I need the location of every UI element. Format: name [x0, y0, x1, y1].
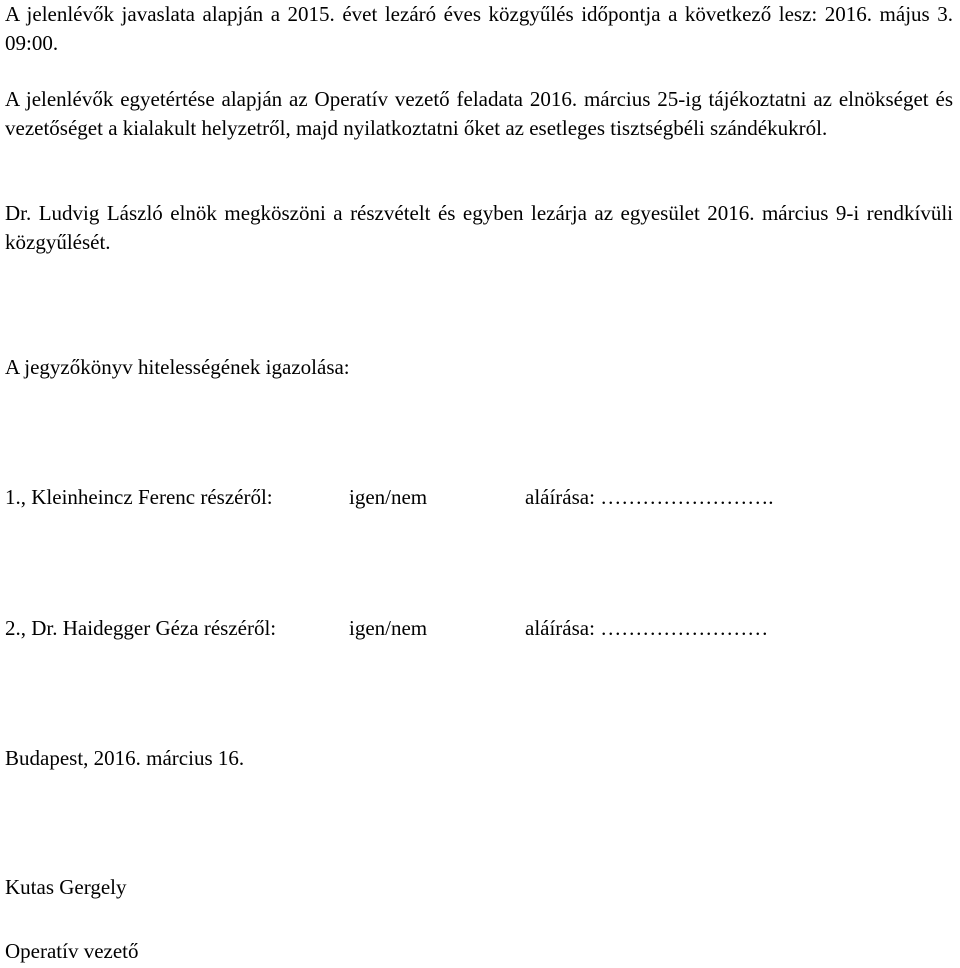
- signature-line: aláírása: ……………………: [525, 616, 769, 640]
- signatory-row-1: [5, 483, 953, 512]
- paragraph-next-meeting: A jelenlévők javaslata alapján a 2015. évet lezáró éves közgyűlés időpontja a következő lesz: 2016. május 3. 09:00.: [5, 2, 953, 55]
- paragraph-closing: Dr. Ludvig László elnök megköszöni a részvételt és egyben lezárja az egyesület 2016. március 9-i rendkívüli közgyűlését.: [5, 201, 953, 254]
- verification-heading: A jegyzőkönyv hitelességének igazolása:: [5, 355, 350, 379]
- paragraph-task-assignment: A jelenlévők egyetértése alapján az Operatív vezető feladata 2016. március 25-ig tájékoztatni az elnökséget és vezetőséget a kialakult helyzetről, majd nyilatkoztatni őket az esetleges tisztségbéli szándékukról.: [5, 87, 953, 140]
- author-name: Kutas Gergely: [5, 875, 127, 899]
- signatory-choice: igen/nem: [349, 485, 428, 509]
- place-and-date: Budapest, 2016. március 16.: [5, 746, 245, 770]
- author-title: Operatív vezető: [5, 939, 139, 963]
- signatory-name: 1., Kleinheincz Ferenc részéről:: [5, 485, 273, 509]
- signatory-name: 2., Dr. Haidegger Géza részéről:: [5, 616, 277, 640]
- signatory-choice: igen/nem: [349, 616, 428, 640]
- signatory-row-2: [5, 614, 953, 643]
- signature-line: aláírása: …………………….: [525, 485, 774, 509]
